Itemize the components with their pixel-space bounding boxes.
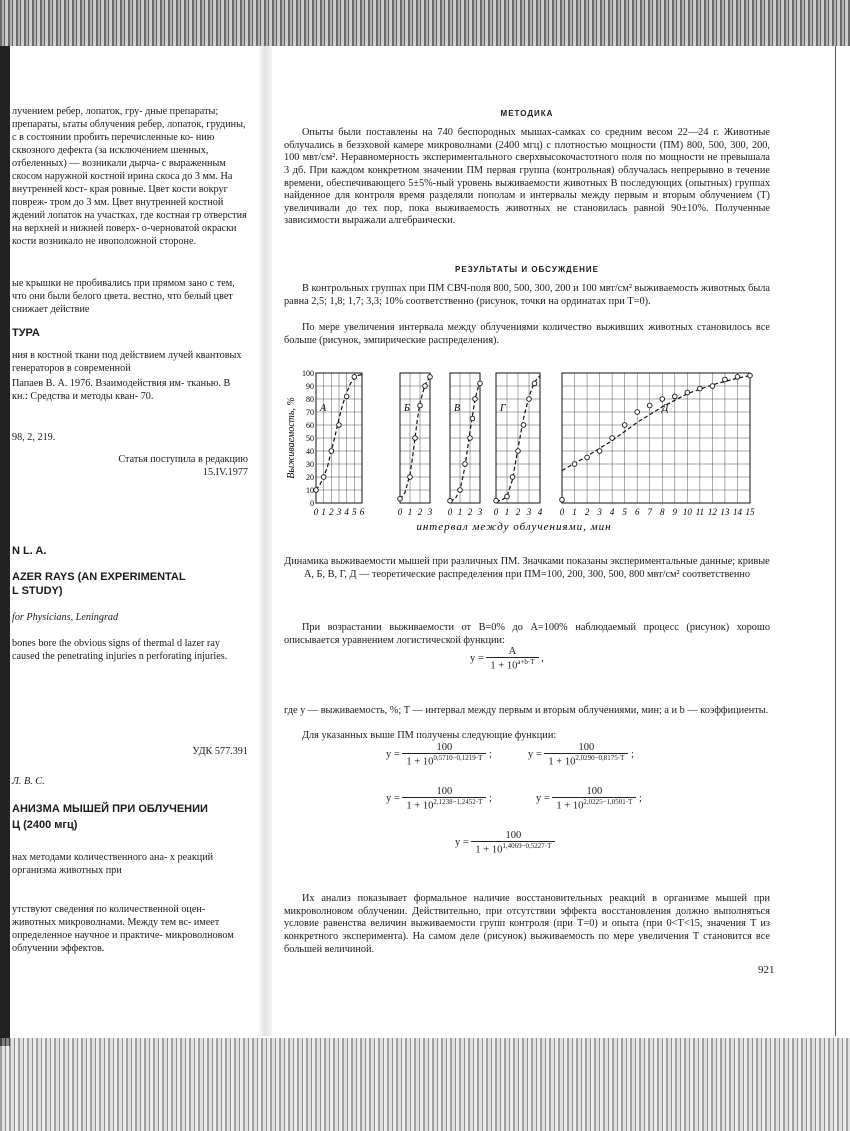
y-tick-label: 30 bbox=[306, 460, 314, 469]
data-point bbox=[314, 488, 319, 493]
y-tick-label: 10 bbox=[306, 486, 314, 495]
x-tick-label: 3 bbox=[427, 507, 433, 517]
authors-en: N L. A. bbox=[12, 545, 47, 557]
data-point bbox=[521, 423, 526, 428]
x-tick-label: 4 bbox=[344, 507, 349, 517]
x-tick-label: 0 bbox=[493, 507, 499, 517]
page-fold-shadow bbox=[258, 46, 272, 1036]
data-point bbox=[572, 462, 577, 467]
data-point bbox=[698, 386, 703, 391]
y-tick-label: 20 bbox=[306, 473, 314, 482]
affiliation-en: for Physicians, Leningrad bbox=[12, 612, 119, 623]
logistic-formula-numerator: A bbox=[486, 646, 538, 658]
x-tick-label: 3 bbox=[336, 507, 342, 517]
y-tick-label: 40 bbox=[306, 447, 314, 456]
data-point bbox=[660, 397, 665, 402]
x-tick-label: 0 bbox=[397, 507, 403, 517]
x-tick-label: 14 bbox=[732, 507, 742, 517]
logistic-formula-comma: , bbox=[541, 653, 544, 665]
y-tick-label: 70 bbox=[306, 408, 314, 417]
data-point bbox=[478, 381, 483, 386]
data-point bbox=[398, 496, 403, 501]
data-point bbox=[337, 423, 342, 428]
title-en-line-1: AZER RAYS (AN EXPERIMENTAL bbox=[12, 571, 186, 583]
data-point bbox=[418, 403, 423, 408]
x-tick-label: 6 bbox=[634, 507, 640, 517]
discussion-final: Их анализ показывает формальное наличие восстановительных реакций в организме мышей при микроволновом облучении. Действительно, при отсутствии эффекта восстановления должно выполняться условие равенства величин выживаемости групп контроля (при T=0) и опыта (при 0<T<15, значения T из конкретного эксперимента). На самом деле (рисунок) выживаемость по мере увеличения T становится все большей величиной. bbox=[284, 893, 770, 955]
panel-label: А bbox=[320, 403, 327, 414]
x-tick-label: 1 bbox=[457, 507, 463, 517]
survival-chart bbox=[284, 355, 770, 540]
data-point bbox=[710, 384, 715, 389]
data-point bbox=[329, 449, 334, 454]
data-point bbox=[647, 403, 652, 408]
panel-label: Д bbox=[662, 403, 669, 414]
data-point bbox=[321, 475, 326, 480]
function-3: y = $\frac{100}{1 + 10^{2,1238-1,2452\cdot T}}$ ; bbox=[386, 786, 492, 812]
x-tick-label: 0 bbox=[447, 507, 453, 517]
formula-definitions: где y — выживаемость, %; T — интервал между первым и вторым облучениями, мин; a и b — коэффициенты. bbox=[284, 705, 769, 717]
page-right-edge bbox=[835, 46, 836, 1036]
panel-label: Б bbox=[404, 403, 410, 414]
udk-code: УДК 577.391 bbox=[192, 746, 248, 757]
x-tick-label: 4 bbox=[537, 507, 543, 517]
x-axis-label: интервал между облучениями, мин bbox=[416, 521, 612, 533]
logistic-formula bbox=[470, 646, 544, 672]
x-tick-label: 1 bbox=[407, 507, 413, 517]
data-point bbox=[423, 384, 428, 389]
y-axis-label: Выживаемость, % bbox=[286, 397, 297, 479]
data-point bbox=[463, 462, 468, 467]
data-point bbox=[352, 375, 357, 380]
data-point bbox=[408, 475, 413, 480]
data-point bbox=[560, 497, 565, 502]
x-tick-label: 11 bbox=[695, 507, 705, 517]
y-tick-label: 60 bbox=[306, 421, 314, 430]
logistic-formula-exponent: a+b·T bbox=[517, 658, 535, 666]
x-tick-label: 1 bbox=[504, 507, 510, 517]
data-point bbox=[735, 375, 740, 380]
x-tick-label: 1 bbox=[572, 507, 577, 517]
intro-line-2: утствуют сведения по количественной оцен- животных микроволнами. Между тем вс- имеет определенное научное и практиче- микроволновом облучении эффектов. bbox=[12, 904, 234, 954]
data-point bbox=[622, 423, 627, 428]
literature-heading: ТУРА bbox=[12, 327, 40, 339]
literature-item-2: Папаев В. А. 1976. Взаимодействия им- тканью. В кн.: Средства и методы кван- 70. bbox=[12, 378, 231, 402]
data-point bbox=[685, 390, 690, 395]
data-point bbox=[532, 381, 537, 386]
function-5: y = $\frac{100}{1 + 10^{1,4069-0,5227\cdot T}}$ bbox=[455, 830, 555, 856]
data-point bbox=[673, 394, 678, 399]
x-tick-label: 5 bbox=[352, 507, 357, 517]
logistic-formula-lhs: y = bbox=[470, 653, 484, 665]
x-tick-label: 13 bbox=[720, 507, 730, 517]
x-tick-label: 7 bbox=[647, 507, 652, 517]
x-tick-label: 2 bbox=[329, 507, 334, 517]
x-tick-label: 9 bbox=[672, 507, 678, 517]
x-tick-label: 2 bbox=[515, 507, 521, 517]
title-en-line-2: L STUDY) bbox=[12, 585, 63, 597]
data-point bbox=[723, 377, 728, 382]
intro-line-1: нах методами количественного ана- х реакций организма животных при bbox=[12, 852, 214, 876]
x-tick-label: 5 bbox=[622, 507, 627, 517]
page-number: 921 bbox=[758, 964, 775, 976]
authors-ru: Л. В. С. bbox=[12, 776, 45, 787]
data-point bbox=[516, 449, 521, 454]
scan-noise-bottom bbox=[0, 1038, 850, 1131]
functions-intro: Для указанных выше ПМ получены следующие функции: bbox=[302, 730, 557, 742]
x-tick-label: 4 bbox=[609, 507, 615, 517]
literature-item-3: 98, 2, 219. bbox=[12, 432, 56, 443]
data-point bbox=[458, 488, 463, 493]
x-tick-label: 3 bbox=[526, 507, 532, 517]
data-point bbox=[597, 449, 602, 454]
data-point bbox=[468, 436, 473, 441]
y-tick-label: 50 bbox=[306, 434, 314, 443]
results-para-2: По мере увеличения интервала между облучениями количество выживших животных становилось все больше (рисунок, эмпирические распределения). bbox=[284, 322, 770, 346]
results-heading: РЕЗУЛЬТАТЫ И ОБСУЖДЕНИЕ bbox=[455, 265, 599, 274]
x-tick-label: 3 bbox=[597, 507, 602, 517]
data-point bbox=[510, 475, 515, 480]
data-point bbox=[635, 410, 640, 415]
data-point bbox=[428, 375, 433, 380]
y-tick-label: 80 bbox=[306, 395, 314, 404]
x-tick-label: 6 bbox=[359, 507, 365, 517]
data-point bbox=[470, 416, 475, 421]
scan-left-edge bbox=[0, 46, 10, 1046]
results-para-1: В контрольных группах при ПМ СВЧ-поля 800, 500, 300, 200 и 100 мвт/см² выживаемость животных была равна 2,5; 1,8; 1,7; 3,3; 10% соответственно (рисунок, точки на ординатах при T=0). bbox=[284, 283, 770, 307]
function-4: y = $\frac{100}{1 + 10^{2,0225-1,0501\cdot T}}$ ; bbox=[536, 786, 642, 812]
y-tick-label: 0 bbox=[310, 499, 314, 508]
received-date: 15.IV.1977 bbox=[202, 467, 248, 478]
data-point bbox=[344, 394, 349, 399]
methods-text: Опыты были поставлены на 740 беспородных мышах-самках со средним весом 22—24 г. Животные облучались в безэховой камере микроволнами (2400 мгц) с плотностью мощности (ПМ) 800, 500, 300, 200, 100 мвт/см². Неравномерность экспериментального сверхвысокочастотного поля по мощности не превышала 3 дб. При каждом конкретном значении ПМ первая группа (контрольная) облучалась непрерывно в течение времени, обеспечивающего 5±5%-ный уровень выживаемости животных В последующих (опытных) группах найденное для контроля время разделяли пополам и интервалы между первым и вторым облучением (T) увеличивали до тех пор, пока выживаемость животных не становилась равной 90±10%. Полученные зависимости выражали алгебраически. bbox=[284, 127, 770, 227]
left-para-1: лучением ребер, лопаток, гру- дные препараты; препараты, ьтаты облучения ребер, лопаток, грудины, с в состоянии пробить перечисленные ко- нию сквозного дефекта (за исключением шенных, отбеленных) — возникали дырча- с выраженным скосом наружной костной ирина скоса до 3 мм. На внутренней кост- края ровные. Цвет кости вокруг повреж- тром до 3 мм. Цвет внутренней костной ждений лопаток на участках, где костная гр отверстия на верхней и нижней поверх- о-черноватой окраски кости возникало не ивоположной стороне. bbox=[12, 106, 247, 247]
theoretical-curve bbox=[562, 376, 750, 471]
x-tick-label: 2 bbox=[584, 507, 590, 517]
data-point bbox=[448, 498, 453, 503]
x-tick-label: 12 bbox=[707, 507, 717, 517]
y-tick-label: 90 bbox=[306, 382, 314, 391]
methods-heading: МЕТОДИКА bbox=[500, 109, 554, 118]
data-point bbox=[505, 494, 510, 499]
title-ru-line-1: АНИЗМА МЫШЕЙ ПРИ ОБЛУЧЕНИИ bbox=[12, 803, 208, 815]
x-tick-label: 0 bbox=[313, 507, 319, 517]
left-para-2: ые крышки не пробивались при прямом зано с тем, что они были белого цвета. вестно, что белый цвет снижает действие bbox=[12, 278, 235, 315]
data-point bbox=[413, 436, 418, 441]
data-point bbox=[473, 397, 478, 402]
panel-label: Г bbox=[500, 403, 506, 414]
data-point bbox=[610, 436, 615, 441]
function-2: y = $\frac{100}{1 + 10^{2,0290-0,8175\cdot T}}$ ; bbox=[528, 742, 634, 768]
x-tick-label: 0 bbox=[559, 507, 565, 517]
x-tick-label: 8 bbox=[660, 507, 665, 517]
y-tick-label: 100 bbox=[302, 369, 314, 378]
data-point bbox=[527, 397, 532, 402]
data-point bbox=[748, 373, 753, 378]
literature-item-1: ния в костной ткани под действием лучей квантовых генераторов в современной bbox=[12, 350, 242, 374]
panel-label: В bbox=[454, 403, 461, 414]
x-tick-label: 10 bbox=[682, 507, 692, 517]
x-tick-label: 15 bbox=[745, 507, 755, 517]
abstract-en: bones bore the obvious signs of thermal d lazer ray caused the penetrating injuries n perforating injuries. bbox=[12, 638, 228, 662]
received-note: Статья поступила в редакцию bbox=[118, 454, 248, 465]
x-tick-label: 2 bbox=[417, 507, 423, 517]
title-ru-line-2: Ц (2400 мгц) bbox=[12, 819, 78, 831]
scan-noise-top bbox=[0, 0, 850, 46]
function-1: y = $\frac{100}{1 + 10^{0,5710-0,1219\cdot T}}$ ; bbox=[386, 742, 492, 768]
figure-caption: Динамика выживаемости мышей при различных ПМ. Значками показаны экспериментальные данные; кривые А, Б, В, Г, Д — теоретические распределения при ПМ=100, 200, 300, 500, 800 мвт/см² соответственно bbox=[284, 556, 770, 580]
data-point bbox=[494, 498, 499, 503]
logistic-formula-denominator: 1 + 10 bbox=[490, 660, 518, 672]
discussion-para-1: При возрастании выживаемости от B=0% до A=100% наблюдаемый процесс (рисунок) хорошо описывается уравнением логистической функции: bbox=[284, 622, 770, 646]
data-point bbox=[585, 455, 590, 460]
x-tick-label: 2 bbox=[467, 507, 473, 517]
x-tick-label: 3 bbox=[477, 507, 483, 517]
x-tick-label: 1 bbox=[321, 507, 326, 517]
